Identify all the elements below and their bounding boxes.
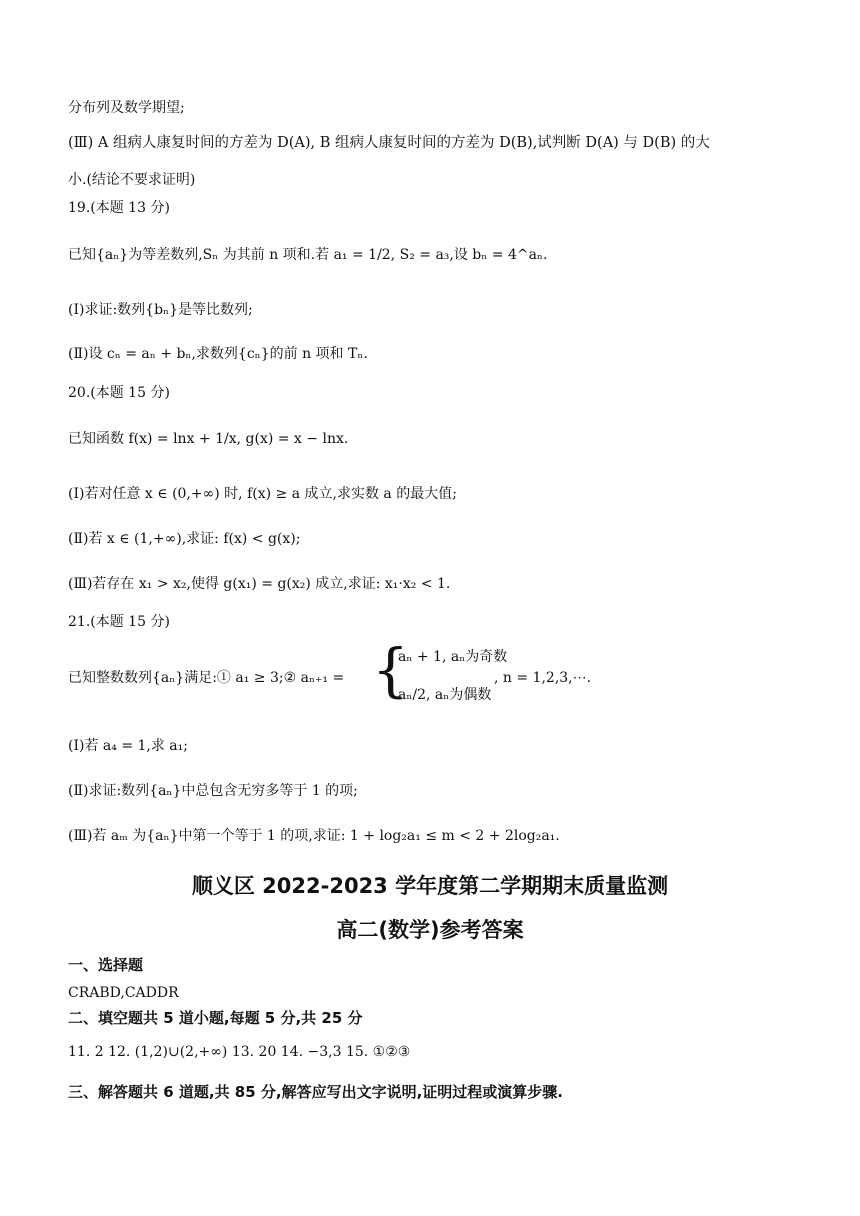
problem-header: 21.(本题 15 分) — [68, 614, 170, 630]
section-answers: CRABD,CADDR — [68, 985, 179, 1001]
section-heading: 三、解答题共 6 道题,共 85 分,解答应写出文字说明,证明过程或演算步骤. — [68, 1083, 563, 1101]
problem-header: 20.(本题 15 分) — [68, 385, 170, 401]
answer-title: 顺义区 2022-2023 学年度第二学期期末质量监测 — [191, 874, 669, 898]
problem-part: (Ⅰ)求证:数列{bₙ}是等比数列; — [68, 302, 253, 318]
problem-part: (Ⅰ)若 a₄ = 1,求 a₁; — [68, 738, 188, 754]
case-brace: { — [372, 636, 409, 704]
problem-part: (Ⅲ)若 aₘ 为{aₙ}中第一个等于 1 的项,求证: 1 + log₂a₁ ≤ m < 2 + 2log₂a₁. — [68, 828, 560, 844]
section-heading: 二、填空题共 5 道小题,每题 5 分,共 25 分 — [68, 1009, 363, 1027]
problem-stem: 已知{aₙ}为等差数列,Sₙ 为其前 n 项和.若 a₁ = 1/2, S₂ = a₃,设 bₙ = 4^aₙ. — [68, 247, 548, 263]
problem-header: 19.(本题 13 分) — [68, 200, 170, 216]
problem-part: (Ⅱ)求证:数列{aₙ}中总包含无穷多等于 1 的项; — [68, 783, 358, 799]
answer-subtitle: 高二(数学)参考答案 — [336, 918, 524, 942]
case-even: aₙ/2, aₙ为偶数 — [398, 687, 492, 703]
section-answers: 11. 2 12. (1,2)∪(2,+∞) 13. 20 14. −3,3 15. ①②③ — [68, 1044, 411, 1060]
section-heading: 一、选择题 — [68, 956, 144, 974]
problem-part: (Ⅱ)若 x ∈ (1,+∞),求证: f(x) < g(x); — [68, 531, 301, 547]
problem-stem-prefix: 已知整数数列{aₙ}满足:① a₁ ≥ 3;② aₙ₊₁ = — [68, 670, 345, 686]
text-line: 小.(结论不要求证明) — [68, 172, 196, 188]
case-odd: aₙ + 1, aₙ为奇数 — [398, 649, 508, 665]
problem-stem-suffix: , n = 1,2,3,⋯. — [494, 670, 592, 686]
text-line: 分布列及数学期望; — [68, 100, 185, 116]
problem-stem: 已知函数 f(x) = lnx + 1/x, g(x) = x − lnx. — [68, 431, 349, 447]
problem-part: (Ⅱ)设 cₙ = aₙ + bₙ,求数列{cₙ}的前 n 项和 Tₙ. — [68, 346, 368, 362]
problem-part: (Ⅲ)若存在 x₁ > x₂,使得 g(x₁) = g(x₂) 成立,求证: x₁·x₂ < 1. — [68, 576, 451, 592]
problem-part: (Ⅰ)若对任意 x ∈ (0,+∞) 时, f(x) ≥ a 成立,求实数 a 的最大值; — [68, 486, 457, 502]
text-line: (Ⅲ) A 组病人康复时间的方差为 D(A), B 组病人康复时间的方差为 D(B),试判断 D(A) 与 D(B) 的大 — [68, 135, 710, 151]
